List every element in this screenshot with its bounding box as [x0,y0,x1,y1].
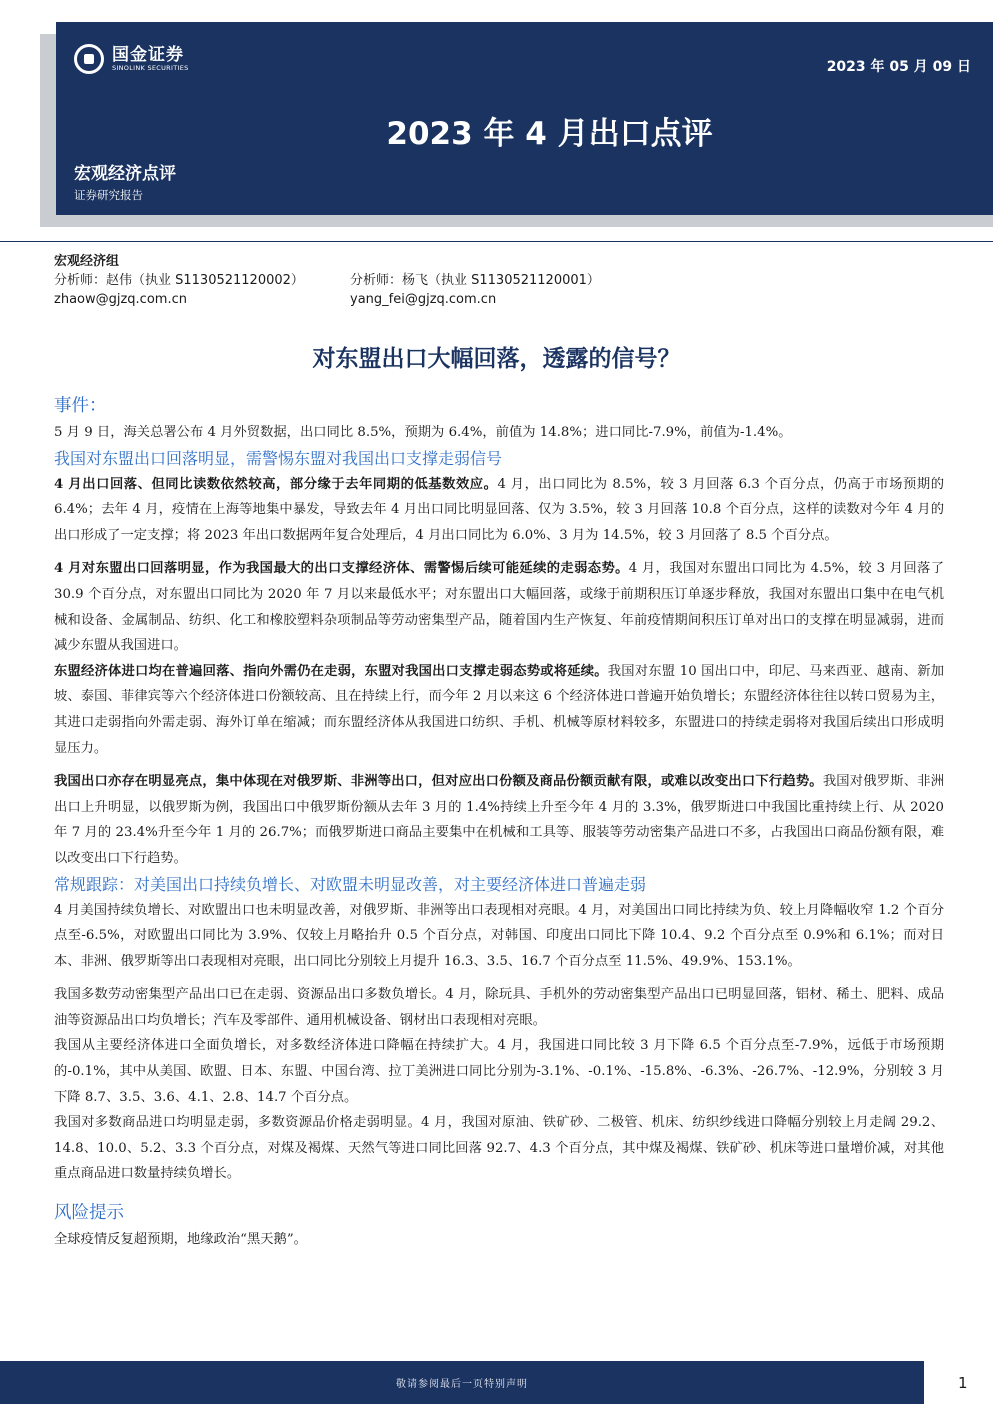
report-date: 2023 年 05 月 09 日 [826,59,971,75]
page-footer [0,1361,924,1404]
report-header [56,22,993,215]
logo-en: SINOLINK SECURITIES [112,63,189,72]
analyst-group: 宏观经济组 [54,254,120,269]
risk-text: 全球疫情反复超预期，地缘政治“黑天鹅”。 [54,1232,307,1248]
analyst-left-email[interactable]: zhaow@gjzq.com.cn [54,292,187,307]
page-number: 1 [958,1374,968,1392]
analyst-left-name: 分析师：赵伟（执业 S1130521120002） [54,273,304,288]
analyst-block [54,252,600,309]
report-series: 宏观经济点评 [74,164,176,184]
section2-paragraph-2: 我国多数劳动密集型产品出口已在走弱、资源品出口多数负增长。4 月，除玩具、手机外的劳动密集型产品出口已明显回落，铝材、稀土、肥料、成品油等资源品出口均负增长；汽车及零部件、通用机械设备、钢材出口表现相对亮眼。 [54,987,944,1028]
risk-heading: 风险提示 [54,1203,124,1224]
section2-paragraph-4: 我国对多数商品进口均明显走弱，多数资源品价格走弱明显。4 月，我国对原油、铁矿砂、二极管、机床、纺织纱线进口降幅分别较上月走阔 29.2、14.8、10.0、5.2、3.3 个百分点，对煤及褐煤、天然气等进口同比回落 92.7、4.3 个百分点，其中煤及褐煤、铁矿砂、机床等进口量增价减，对其他重点商品进口数量持续负增长。 [54,1115,944,1182]
analyst-right-email[interactable]: yang_fei@gjzq.com.cn [350,292,497,307]
section2-paragraph-1: 4 月美国持续负增长、对欧盟出口也未明显改善，对俄罗斯、非洲等出口表现相对亮眼。4 月，对美国出口同比持续为负、较上月降幅收窄 1.2 个百分点至-6.5%，对欧盟出口同比为 3.9%、仅较上月略抬升 0.5 个百分点，对韩国、印度出口同比下降 10.4、9.2 个百分点至 0.9%和 6.1%；而对日本、非洲、俄罗斯等出口表现相对亮眼，出口同比分别较上月提升 16.3、3.5、16.7 个百分点至 11.5%、49.9%、153.1%。 [54,902,944,969]
section2-heading: 常规跟踪：对美国出口持续负增长、对欧盟未明显改善，对主要经济体进口普遍走弱 [54,874,647,894]
logo-cn: 国金证券 [112,44,184,65]
main-title: 对东盟出口大幅回落，透露的信号？ [312,346,681,372]
report-body [54,392,944,1253]
footer-disclaimer: 敬请参阅最后一页特别声明 [396,1379,528,1390]
section1-heading: 我国对东盟出口回落明显，需警惕东盟对我国出口支撑走弱信号 [54,448,503,468]
section1-paragraph-2: 4 月对东盟出口回落明显，作为我国最大的出口支撑经济体、需警惕后续可能延续的走弱态势。4 月，我国对东盟出口同比为 4.5%，较 3 月回落了 30.9 个百分点，对东盟出口同比为 2020 年 7 月以来最低水平；对东盟出口大幅回落，或缘于前期积压订单逐步释放，我国对东盟出口集中在电气机械和设备、金属制品、纺织、化工和橡胶塑料杂项制品等劳动密集型产品，随着国内生产恢复、年前疫情期间积压订单对出口的支撑在明显减弱，进而减少东盟从我国进口。 [54,561,944,654]
event-text: 5 月 9 日，海关总署公布 4 月外贸数据，出口同比 8.5%，预期为 6.4%，前值为 14.8%；进口同比-7.9%，前值为-1.4%。 [54,425,792,440]
section1-paragraph-4: 我国出口亦存在明显亮点，集中体现在对俄罗斯、非洲等出口，但对应出口份额及商品份额贡献有限，或难以改变出口下行趋势。我国对俄罗斯、非洲出口上升明显，以俄罗斯为例，我国出口中俄罗斯份额从去年 3 月的 1.4%持续上升至今年 4 月的 3.3%，俄罗斯进口中我国比重持续上行、从 2020 年 7 月的 23.4%升至今年 1 月的 26.7%；而俄罗斯进口商品主要集中在机械和工具等、服装等劳动密集产品进口不多，占我国出口商品份额有限，难以改变出口下行趋势。 [54,774,945,866]
divider [0,241,993,242]
sinolink-logo-icon [74,44,104,74]
report-type: 证券研究报告 [74,188,143,202]
report-title: 2023 年 4 月出口点评 [386,116,713,152]
section2-paragraph-3: 我国从主要经济体进口全面负增长，对多数经济体进口降幅在持续扩大。4 月，我国进口同比较 3 月下降 6.5 个百分点至-7.9%，远低于市场预期的-0.1%，其中从美国、欧盟、日本、东盟、中国台湾、拉丁美洲进口同比分别为-3.1%、-0.1%、-15.8%、-6.3%、-26.7%、-12.9%，分别较 3 月下降 8.7、3.5、3.6、4.1、2.8、14.7 个百分点。 [54,1038,944,1105]
company-logo [74,44,189,74]
analyst-right-name: 分析师：杨飞（执业 S1130521120001） [350,273,600,288]
event-heading: 事件： [54,396,107,416]
section1-paragraph-1: 4 月出口回落、但同比读数依然较高，部分缘于去年同期的低基数效应。4 月，出口同比为 8.5%，较 3 月回落 6.3 个百分点，仍高于市场预期的 6.4%；去年 4 月，疫情在上海等地集中暴发，导致去年 4 月出口同比明显回落、仅为 3.5%，较 3 月回落 10.8 个百分点，这样的读数对今年 4 月的出口形成了一定支撑；将 2023 年出口数据两年复合处理后，4 月出口同比为 6.0%、3 月为 14.5%，较 3 月回落了 8.5 个百分点。 [54,476,944,543]
section1-paragraph-3: 东盟经济体进口均在普遍回落、指向外需仍在走弱，东盟对我国出口支撑走弱态势或将延续。我国对东盟 10 国出口中，印尼、马来西亚、越南、新加坡、泰国、菲律宾等六个经济体进口份额较高、且在持续上行，而今年 2 月以来这 6 个经济体进口普遍开始负增长；东盟经济体往往以转口贸易为主，其进口走弱指向外需走弱、海外订单在缩减；而东盟经济体从我国进口纺织、手机、机械等原材料较多，东盟进口的持续走弱将对我国后续出口形成明显压力。 [54,663,944,756]
